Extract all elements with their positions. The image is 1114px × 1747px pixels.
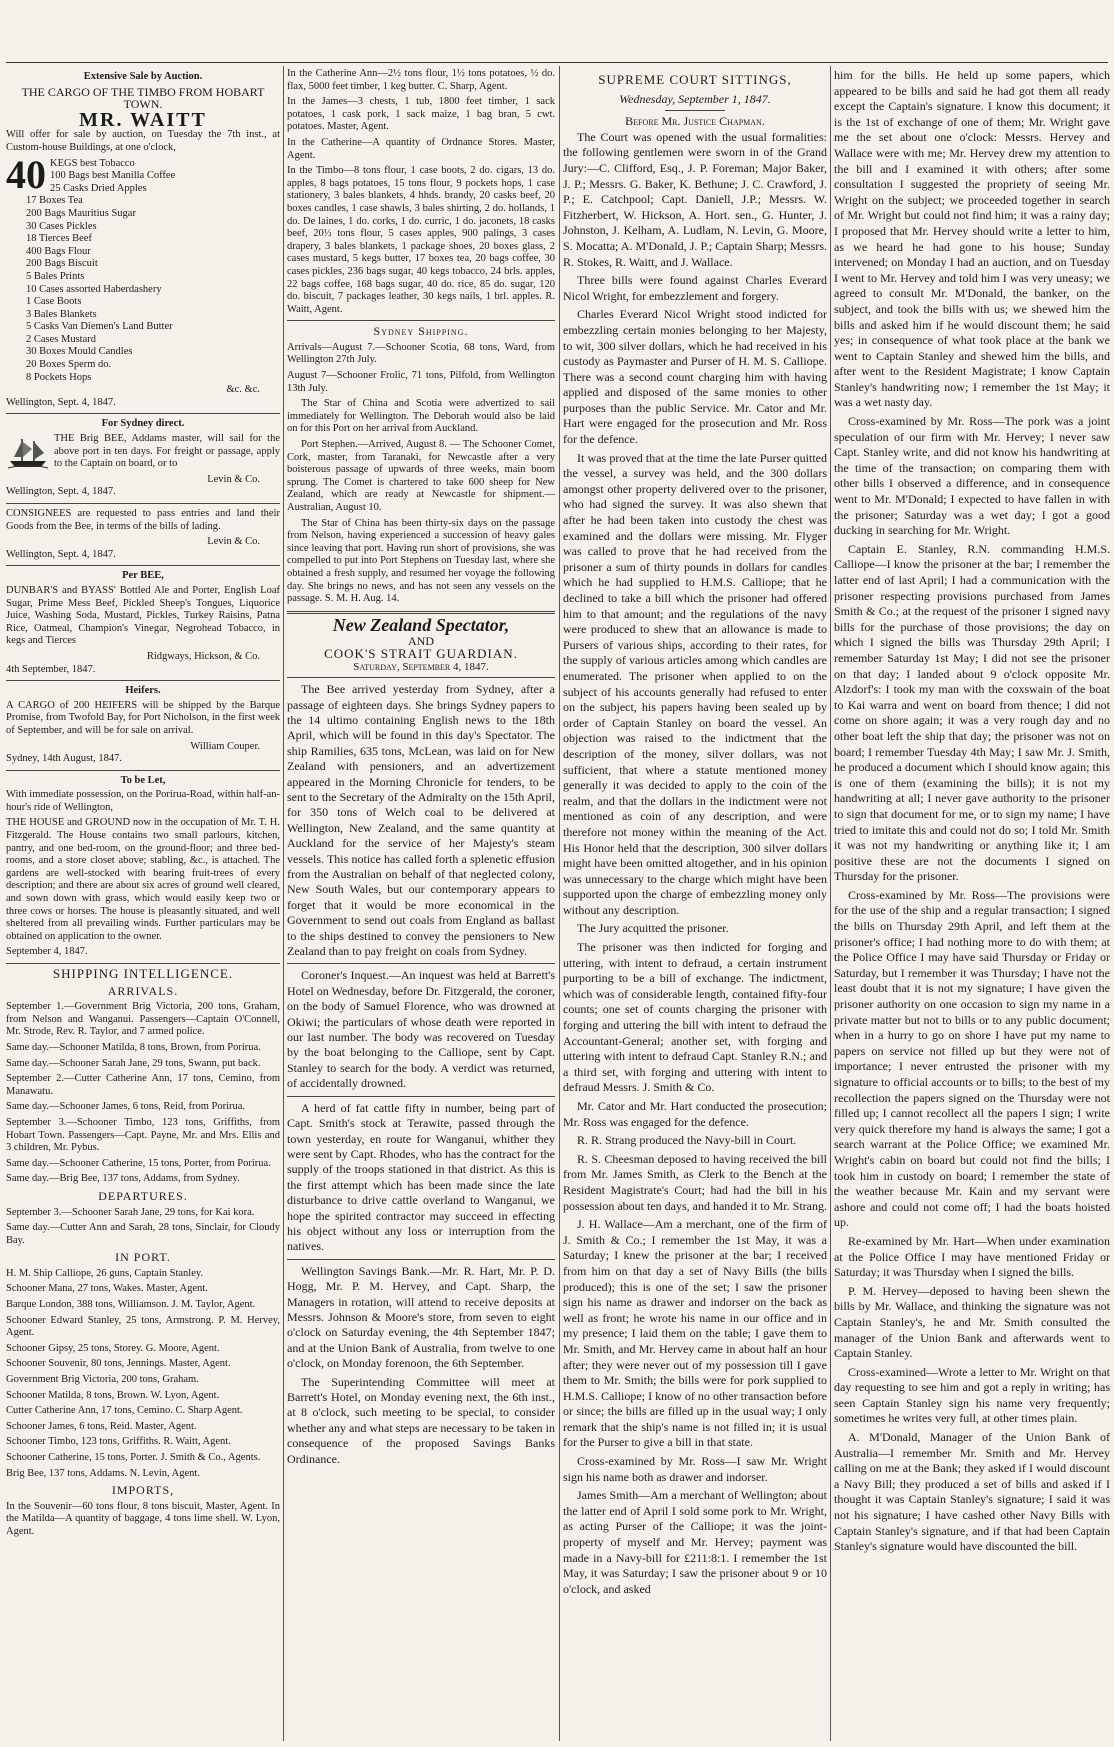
sydney-shipping-item: August 7—Schooner Frolic, 71 tons, Pilfold, from Wellington 13th July.: [287, 370, 555, 394]
sydney-shipping-item: The Star of China has been thirty-six days on the passage from Nelson, having experienced a succession of heavy gales since leaving that port. Having run short of provisions, she was compelled to put into Port Stephens on Tuesday last, where she obtained a fresh supply, and resumed her voyage the following day. She brings no news, and has not seen any vessels on the passage. S. M. H. Aug. 14.: [287, 517, 555, 605]
court-paragraph: A. M'Donald, Manager of the Union Bank of Australia—I remember Mr. Smith and Mr. Hervey calling on me at the Bank; they asked if I would discount a Navy Bill; they produced a set of bills and asked if I thought it was Captain Stanley's signature; I said it was not his signature; I have cashed other Navy Bills with Captain Stanley's signature, and if that had been Captain Stanley's signature would have discounted the bill.: [834, 1430, 1110, 1554]
arrival-item: Same day.—Schooner Sarah Jane, 29 tons, Swann, put back.: [6, 1057, 261, 1069]
lot-item: 5 Casks Van Diemen's Land Butter: [26, 321, 173, 333]
lot-item: 20 Boxes Sperm do.: [26, 359, 112, 371]
lot-item: 2 Cases Mustard: [26, 333, 96, 345]
lot-item: 30 Cases Pickles: [26, 220, 97, 232]
lot-item: 400 Bags Flour: [26, 245, 91, 257]
perbee-title: Per BEE,: [122, 570, 164, 582]
court-paragraph: Cross-examined by Mr. Ross—The provisions were for the use of the ship and a regular transaction; I signed the bills on Thursday 29th April, and left them at the prisoner's office; I had nothing more to do with them; at the Police Office I may have said Thursday or Friday or Saturday, but I remember it was Thursday; I have not the least doubt that it is not my signature; I have given the prisoner authority on one occasion to sign my name in a private matter but not to bills or to any public document; when in a hurry to go on shore I have put my name to papers on service not filled up but they were not of importance; I never entrusted the prisoner with my signature to official accounts or to bills; to the best of my recollection the papers signed on the Thursday were not filled up; I cannot recollect all the papers I sign; I write very quick therefore my hand is always the same; I got a search warrant at the Police Office; we examined Mr. Wright's cabin on board but could not find the bills; I took him in custody on board; I remember the state of the weather because Mr. Kain and my servant were ashore and could not come off; I had the boats hoisted up.: [834, 887, 1110, 1230]
heifers-date: Sydney, 14th August, 1847.: [6, 753, 122, 765]
masthead-title: New Zealand Spectator,: [332, 614, 510, 635]
inport-item: Cutter Catherine Ann, 17 tons, Cemino. C. Sharp Agent.: [6, 1405, 243, 1417]
court-paragraph: P. M. Hervey—deposed to having been shewn the bills by Mr. Wallace, and thinking the signature was not Captain Stanley's, he and Mr. Smith consulted the manager of the Union Bank and afterwards went to Captain Stanley.: [834, 1283, 1110, 1361]
lot-item: KEGS best Tobacco: [50, 157, 135, 169]
let-date: September 4, 1847.: [6, 946, 88, 958]
divider: [287, 1096, 555, 1097]
divider: [6, 680, 280, 681]
court-paragraph: Cross-examined by Mr. Ross—The pork was a joint speculation of our firm with Mr. Hervey; I never saw Capt. Stanley write, and did not know his handwriting at the time of the transaction; on comparing them with other bills I observed a difference, and in consequence went to Mr. M'Donald; I expected to have fallen in with the prisoner; Saturday was a wet day; I got a good ducking in searching for Mr. Wright.: [834, 414, 1110, 538]
lot-item: 18 Tierces Beef: [26, 233, 92, 245]
lot-item: 1 Case Boots: [26, 296, 82, 308]
court-date: Wednesday, September 1, 1847.: [619, 91, 771, 106]
editorial-paragraph: A herd of fat cattle fifty in number, being part of Capt. Smith's stock at Terawite, passed through the town yesterday, en route for Wanganui, whither they were sent by Capt. Rhodes, who has the contract for the supply of the troops stationed in that district. As this is the first attempt which has been made since the late disturbance to drive cattle overland to Wanganui, we hope the spirited contractor may succeed in effecting his object without any loss or interruption from the natives.: [287, 1100, 555, 1254]
inport-item: Schooner Gipsy, 25 tons, Storey. G. Moore, Agent.: [6, 1342, 220, 1354]
divider: [6, 565, 280, 566]
divider: [287, 1259, 555, 1260]
masthead-subtitle: COOK'S STRAIT GUARDIAN.: [324, 645, 518, 661]
sydney-shipping-title: Sydney Shipping.: [373, 324, 469, 339]
court-paragraph: Re-examined by Mr. Hart—When under examination at the Police Office I may have mentioned Friday or Saturday; it was Thursday when I signed the bills.: [834, 1233, 1110, 1280]
import-item: In the James—3 chests, 1 tub, 1800 feet timber, 1 sack potatoes, 1 cask pork, 1 sack maize, 1 bag bran, 5 cwt. potatoes. Master, Agent.: [287, 96, 555, 133]
import-item: In the Catherine Ann—2½ tons flour, 1½ tons potatoes, ½ do. flax, 5000 feet timber, 1 keg butter. C. Sharp, Agent.: [287, 68, 555, 92]
court-paragraph: Charles Everard Nicol Wright stood indicted for embezzling certain monies belonging to her Majesty, to wit, 300 silver dollars, which he had received in his custody as Paymaster and Purser of H. M. S. Calliope. There was a second count charging him with having applied and disposed of the same monies to other purposes than the public Service. Mr. Cator and Mr. Hart were engaged for the prosecution and Mr. Ross for the defence.: [563, 307, 827, 447]
editorial-paragraph: The Superintending Committee will meet at Barrett's Hotel, on Monday evening next, the 6th inst., at 8 o'clock, such meeting to be special, to consider whether any and what steps are necessary to be taken in consequence of the proposed Savings Banks Ordinance.: [287, 1374, 555, 1466]
lot-item: 8 Pockets Hops: [26, 371, 92, 383]
departure-item: September 3.—Schooner Sarah Jane, 29 tons, for Kai kora.: [6, 1206, 255, 1218]
perbee-text: DUNBAR'S and BYASS' Bottled Ale and Porter, English Loaf Sugar, Prime Mess Beef, Pickled Sheep's Tongues, Liquorice Juice, Washing Soda, Mustard, Pickles, Turkey Raisins, Patna Rice, Oatmeal, Champion's Vinegar, Negrohead Tobacco, in kegs and Tierces: [6, 584, 280, 647]
court-paragraph: J. H. Wallace—Am a merchant, one of the firm of J. Smith & Co.; I remember the 1st May, it was a Saturday; I knew the prisoner at the bar; I received from him on that day a set of Navy Bills (the bills produced); this is one of the set; I saw the prisoner sign his name as drawer and indorser on the back as well as front; he wrote his name in our office and in my presence; I laid them on the table; I gave them to Mr. Smith, and Mr. Hervey came in about half an hour after; they were never out of my possession till I gave them to Mr. Smith; the bills were for pork supplied to H.M.S. Calliope; I know of no other transaction before or since; the bills are filled up in the usual way; I only remark that the ship's name is not filled in; it is usual for the Purser to give a bill in that state.: [563, 1217, 827, 1450]
court-paragraph: Cross-examined—Wrote a letter to Mr. Wright on that day requesting to see him and got a reply in writing; has seen Captain Stanley sign his name very frequently; sometimes he writes very full, at other times plain.: [834, 1364, 1110, 1426]
inport-item: Schooner Mana, 27 tons, Wakes. Master, Agent.: [6, 1283, 208, 1295]
shipping-title: SHIPPING INTELLIGENCE.: [52, 966, 234, 981]
inport-item: Schooner Timbo, 123 tons, Griffiths. R. Waitt, Agent.: [6, 1436, 231, 1448]
top-rule: [6, 62, 1108, 63]
inport-item: Schooner James, 6 tons, Reid. Master, Agent.: [6, 1420, 197, 1432]
lot-item: &c. &c.: [226, 384, 260, 396]
inport-item: Government Brig Victoria, 200 tons, Graham.: [6, 1374, 199, 1386]
auctioneer-name: MR. WAITT: [79, 108, 207, 131]
let-subtitle: With immediate possession, on the Porirua-Road, within half-an-hour's ride of Wellington,: [6, 789, 280, 813]
heifers-title: Heifers.: [125, 685, 161, 697]
lot-item: 200 Bags Mauritius Sugar: [26, 207, 136, 219]
auction-title: Extensive Sale by Auction.: [83, 71, 203, 82]
lot-item: 100 Bags best Manilla Coffee: [50, 170, 176, 182]
heifers-text: A CARGO of 200 HEIFERS will be shipped by the Barque Promise, from Twofold Bay, for Port Nicholson, in the first week of September, and will be for sale on arrival.: [6, 699, 280, 736]
court-paragraph: The prisoner was then indicted for forging and uttering, with intent to defraud, a certain instrument purporting to be a bill of exchange. The indictment, which was of considerable length, contained fifty-four counts; one set of counts charging the prisoner with forging and uttering the bill with intent to defraud the Accountant-General; another set, with forging and uttering with intent to defraud Capt. Stanley R.N.; and a third set, with forging and uttering with intent to defraud Messrs. J. Smith & Co.: [563, 940, 827, 1095]
column-court-report-continued: [834, 68, 1110, 1743]
lot-item: 5 Bales Prints: [26, 270, 85, 282]
masthead-date: Saturday, September 4, 1847.: [353, 660, 489, 673]
lot-item: 3 Bales Blankets: [26, 308, 97, 320]
inport-item: Schooner Edward Stanley, 25 tons, Armstrong. P. M. Hervey, Agent.: [6, 1314, 280, 1339]
divider: [287, 963, 555, 964]
court-paragraph: Cross-examined by Mr. Ross—I saw Mr. Wright sign his name both as drawer and indorser.: [563, 1454, 827, 1484]
divider: [6, 963, 280, 964]
court-paragraph: Captain E. Stanley, R.N. commanding H.M.S. Calliope—I know the prisoner at the bar; I remember the latter end of last April; I had a communication with the prisoner respecting provisions purchased from James Smith & Co.; at the request of the prisoner I signed navy bills for the purchase of those provisions; the day on which I signed the bills was Thursday 29th April; I remember Saturday 1st May; I did not see the prisoner on that day; I landed about 9 o'clock opposite Mr. Alzdorf's: I took my man with the coxswain of the boat to Kai warra and went on board from thence; I did not come on shore again; it was a very rough day and no other boat left the ship that day; the prisoner was not on board; I remember Tuesday 4th May; I saw Mr. J. Smith, he produced a document which I should know again; this is one of them (examining the bills); it is not my handwriting at all; I never gave authority to the prisoner to sign that document for me, or to sign my name; I have tried to imitate this and could not do so; I told Mr. Smith it was not my handwriting or anything like it; I am positive these are not the documents I signed on Thursday for the prisoner.: [834, 541, 1110, 884]
lot-item: 200 Bags Biscuit: [26, 258, 98, 270]
column-court-report: [563, 68, 827, 1743]
court-paragraph: him for the bills. He held up some papers, which appeared to be bills and said he had got them all ready except the Captain's signature. I know this document; it is the 1st of exchange of one of them; Mr. Wright gave me the set about one o'clock: Messrs. Hervey and Wallace were with me; Mr. Hervey drew my attention to the bill and I examined it with others; after some consultation I suggested the propriety of seeing Mr. Wright on the subject; we proceeded together in search of Mr. Wright but could not find him; it was a rainy day; I proposed that Mr. Hervey should write a letter to him, as we heard he had gone to his house; Sunday intervened; on Monday I had an auction, and on Tuesday I went to Mr. Hervey and told him I was very uneasy; we agreed to consult Mr. M'Donald, the banker, on the subject, and took the bills with us; we shewed him the bills and asked him if he would discount them; he said yes; in consequence of what took place at the bank we went to Captain Stanley and shewed him the bills, and after went to the Resident Magistrate; I know Captain Stanley's handwriting now; I remember the 1st May; it was a wet nasty day.: [834, 68, 1110, 410]
divider: [287, 320, 555, 321]
consignees-date: Wellington, Sept. 4, 1847.: [6, 548, 116, 560]
heifers-sign: William Couper.: [190, 740, 260, 752]
inport-item: Schooner Catherine, 15 tons, Porter. J. Smith & Co., Agents.: [6, 1452, 261, 1463]
column-rule: [559, 66, 560, 1741]
sydney-sign: Levin & Co.: [207, 473, 260, 485]
court-title: SUPREME COURT SITTINGS,: [598, 72, 792, 87]
divider: [6, 770, 280, 771]
divider: [287, 611, 555, 614]
inport-item: Schooner Matilda, 8 tons, Brown. W. Lyon, Agent.: [6, 1389, 220, 1401]
divider: [6, 503, 280, 504]
lot-item: 17 Boxes Tea: [26, 195, 83, 207]
let-text: THE HOUSE and GROUND now in the occupation of Mr. T. H. Fitzgerald. The House contains two small parlours, kitchen, pantry, and one bed-room, on the ground-floor; and three bed-rooms, and a store closet above; stabling, &c., is attached. The gardens are well-stocked with bearing fruit-trees of every description; and there are about six acres of ground well cleared, and sown down with grass, which would easily keep two or three cows or horses. The house is pleasantly situated, and well sheltered from all prevailing winds. Further particulars may be obtained on application to the owner.: [6, 817, 280, 942]
big-number: 40: [6, 157, 46, 197]
column-shipping-editorial: [287, 68, 555, 1743]
sailing-ship-icon: [6, 435, 50, 469]
sydney-text: THE Brig BEE, Addams master, will sail for the above port in ten days. For freight or passage, apply to the Captain on board, or to: [54, 433, 280, 470]
editorial-paragraph: Wellington Savings Bank.—Mr. R. Hart, Mr. P. D. Hogg, Mr. P. M. Hervey, and Capt. Sharp, the Managers in rotation, will attend to receive deposits at Messrs. Johnson & Moore's store, from seven to eight o'clock on Saturday evening, the 4th September 1847; and at the Union Bank of Australia, from twelve to one o'clock, on Monday forenoon, the 6th September.: [287, 1263, 555, 1371]
let-title: To be Let,: [120, 774, 166, 786]
court-justice: Before Mr. Justice Chapman.: [625, 114, 765, 129]
inport-title: IN PORT.: [115, 1250, 171, 1265]
import-item: In the Catherine—A quantity of Ordnance Stores. Master, Agent.: [287, 136, 555, 161]
departure-item: Same day.—Cutter Ann and Sarah, 28 tons, Sinclair, for Cloudy Bay.: [6, 1222, 280, 1246]
editorial-paragraph: Coroner's Inquest.—An inquest was held at Barrett's Hotel on Wednesday, before Dr. Fitzgerald, the coroner, on the body of Samuel Florence, who was drowned at Okiwi; the particulars of whose death were reported in our last number. The body was recovered on Tuesday by the boat belonging to the Calliope, sent by Capt. Stanley to search for the body. A verdict was returned, of accidentally drowned.: [287, 968, 555, 1091]
sydney-shipping-item: The Star of China and Scotia were advertized to sail immediately for Wellington. The Deborah would also be laid on for this Port on her arrival from Auckland.: [287, 398, 555, 435]
sydney-shipping-item: Port Stephen.—Arrived, August 8. — The Schooner Comet, Cork, master, from Taranaki, for Newcastle after a very boisterous passage of upwards of three weeks, main boom sprung. The Comet is chartered to take 600 sheep for New Zealand, which are ready at Newcastle for shipment.—Australian, August 10.: [287, 439, 555, 513]
sydney-ad: [6, 433, 280, 474]
inport-item: Schooner Souvenir, 80 tons, Jennings. Master, Agent.: [6, 1358, 231, 1370]
divider: [665, 110, 725, 111]
import-item: In the Timbo—8 tons flour, 1 case boots, 2 do. cigars, 13 do. apples, 8 bags potatoes, 15 tons flour, 9 pockets hops, 1 case stationery, 3 bales blankets, 4 hhds. brandy, 20 casks beef, 20 boxes candles, 1 case shawls, 3 bales shirting, 2 do. hollands, 1 do. De laines, 1 do. corks, 1 do. curric, 1 do. jaconets, 18 casks beef, 20½ tons flour, 5 cases apples, 900 palings, 3 cases drapery, 3 bales blankets, 1 package shoes, 20 boxes glass, 2 cases mustard, 5 kegs butter, 17 boxes tea, 20 bags coffee, 30 cases pickles, 236 bags sugar, 40 kegs tobacco, 24 brls. apples, 22 bags coffee, 168 bags sugar, 40 do. rice, 85 do. sugar, 120 do. biscuit, 7 packages leather, 30 kegs nails, 1 brl. apples. R. Waitt, Agent.: [287, 165, 555, 315]
perbee-sign: Ridgways, Hickson, & Co.: [146, 650, 260, 662]
lot-item: 25 Casks Dried Apples: [50, 182, 147, 194]
sydney-title: For Sydney direct.: [101, 418, 185, 430]
inport-item: Brig Bee, 137 tons, Addams. N. Levin, Agent.: [6, 1467, 200, 1479]
court-paragraph: The Court was opened with the usual formalities: the following gentlemen were sworn in of the Grand Jury:—C. Clifford, Esq., J. P. Foreman; Major Baker, J. P.; Messrs. G. Baker, K. Bethune; J. C. Crawford, J. P.; E. Catchpool; Capt. Daniell, J.P.; Messrs. W. Fitzherbert, W. Hickson, A. Hort. sen., G. Hunter, J. Johnston, J. Kelham, A. Ludlam, N. Levin, G. Moore, S. Mocatta; A. M'Donald, J. P.; Captain Sharp; Messrs. R. Stokes, R. Waitt, and J. Wallace.: [563, 129, 827, 269]
imports-text: In the Souvenir—60 tons flour, 8 tons biscuit, Master, Agent. In the Matilda—A quantity of baggage, 4 tons lime shell. W. Lyon, Agent.: [6, 1500, 280, 1537]
inport-item: H. M. Ship Calliope, 26 guns, Captain Stanley.: [6, 1267, 204, 1279]
arrival-item: Same day.—Brig Bee, 137 tons, Addams, from Sydney.: [6, 1173, 240, 1185]
auction-date: Wellington, Sept. 4, 1847.: [6, 396, 116, 408]
divider: [6, 413, 280, 414]
departures-title: DEPARTURES.: [98, 1188, 188, 1203]
arrival-item: September 3.—Schooner Timbo, 123 tons, Griffiths, from Hobart Town. Passengers—Capt. Payne, Mr. and Mrs. Ellis and 3 children, Mr. Pybus.: [6, 1116, 280, 1154]
court-paragraph: Mr. Cator and Mr. Hart conducted the prosecution; Mr. Ross was engaged for the defence.: [563, 1099, 827, 1129]
sydney-date: Wellington, Sept. 4, 1847.: [6, 486, 116, 498]
lot-item: 10 Cases assorted Haberdashery: [26, 283, 162, 295]
editorial-body: [287, 682, 555, 1467]
auction-lots: [6, 158, 280, 397]
court-paragraph: It was proved that at the time the late Purser quitted the vessel, a survey was held, and the 300 dollars amongst other property delivered over to the prisoner, who had signed the survey. It was also shewn that after he had been taken into custody the chest was examined and the dollars were missing. Mr. Flyger was called to prove that he had received from the prisoner a sum of thirty pounds in dollars for candles which he had supplied to H.M.S. Calliope; that he declined to take a bill which the prisoner had offered him to that amount; and the regulations of the navy were produced to shew that an allowance is made to Pursers of various ships, according to their rates, for the supply of various articles among which candles are enumerated. The prisoner when applied to on the subject of his accounts generally had refused to enter on the subject, his papers having been sealed up by order of Captain Stanley on board the vessel. An objection was raised to the indictment that the description of the money, silver dollars, was not sufficient, that where a statute mentioned money generally it was decided to apply to the coin of the realm, and that the dollars in the indictment were not mentioned as coin of any description, and were therefore not money within the meaning of the Act. His Honor held that the description, 300 silver dollars might have been omitted altogether, and in his opinion was unnecessary to the charge which might have been supported upon the charge of embezzling money only without any description.: [563, 450, 827, 917]
arrival-item: September 1.—Government Brig Victoria, 200 tons, Graham, from Nelson and Wanganui. Passengers—Captain O'Connell, Mr. Strode, Rev. R. Taylor, and 7 armed police.: [6, 1001, 280, 1038]
inport-item: Barque London, 388 tons, Williamson. J. M. Taylor, Agent.: [6, 1299, 256, 1311]
arrival-item: Same day.—Schooner James, 6 tons, Reid, from Porirua.: [6, 1101, 246, 1113]
consignees-text: CONSIGNEES are requested to pass entries and land their Goods from the Bee, in terms of the bills of lading.: [6, 508, 280, 532]
arrival-item: Same day.—Schooner Catherine, 15 tons, Porter, from Porirua.: [6, 1157, 271, 1169]
court-paragraph: R. R. Strang produced the Navy-bill in Court.: [577, 1133, 797, 1148]
editorial-paragraph: The Bee arrived yesterday from Sydney, after a passage of eighteen days. She brings Sydney papers to the 14 ultimo containing English news to the 18th April, which will be found in this day's Spectator. The ship Ramilies, 635 tons, McLean, was laid on for New Zealand with pensioners, and an advertizement appeared in the Morning Chronicle for tenders, to be sent to the Secretary of the Admiralty on the 15th April, for 350 tons of Welch coal to be delivered at Wellington, New Zealand, and the same quantity at Auckland for the service of her Majesty's steam vessels. This notice has called forth a splenetic effusion from the Australian on behalf of that neglected colony, New South Wales, but our contemporary appears to forget that it would be more economical in the Government to send out coals from England as ballast to the ships destined to convey the pensioners to New Zealand than to pay freight on coals from Sydney.: [287, 682, 555, 959]
court-paragraph: The Jury acquitted the prisoner.: [577, 921, 729, 936]
court-paragraph: R. S. Cheesman deposed to having received the bill from Mr. James Smith, as Clerk to the Bench at the Resident Magistrate's Court; had had the bill in his possession about ten days, and handed it to Mr. Strang.: [563, 1151, 827, 1213]
auction-text: Will offer for sale by auction, on Tuesday the 7th inst., at Custom-house Buildings, at one o'clock,: [6, 129, 280, 153]
arrivals-title: ARRIVALS.: [107, 983, 179, 998]
masthead-and: AND: [408, 634, 434, 649]
auction-subtitle: THE CARGO OF THE TIMBO FROM HOBART TOWN.: [21, 84, 265, 112]
sydney-shipping-item: Arrivals—August 7.—Schooner Scotia, 68 tons, Ward, from Wellington 27th July.: [287, 341, 555, 366]
perbee-date: 4th September, 1847.: [6, 663, 96, 675]
column-rule: [283, 66, 284, 1741]
column-rule: [830, 66, 831, 1741]
column-advertisements: [6, 68, 280, 1743]
imports-title: IMPORTS,: [111, 1483, 175, 1498]
divider: [287, 677, 555, 678]
consignees-sign: Levin & Co.: [207, 536, 260, 548]
court-paragraph: Three bills were found against Charles Everard Nicol Wright, for embezzlement and forgery.: [563, 273, 827, 303]
court-paragraph: James Smith—Am a merchant of Wellington; about the latter end of April I sold some pork to Mr. Wright, as acting Purser of the Calliope; it was the joint-property of myself and Mr. Hervey; payment was made in a Navy-bill for £211:8:1. I remember the 1st May, it was Saturday; I saw the prisoner about 9 or 10 o'clock, and asked: [563, 1488, 827, 1596]
arrival-item: September 2.—Cutter Catherine Ann, 17 tons, Cemino, from Manawatu.: [6, 1073, 280, 1097]
lot-item: 30 Boxes Mould Candles: [26, 346, 133, 358]
arrival-item: Same day.—Schooner Matilda, 8 tons, Brown, from Porirua.: [6, 1041, 261, 1053]
